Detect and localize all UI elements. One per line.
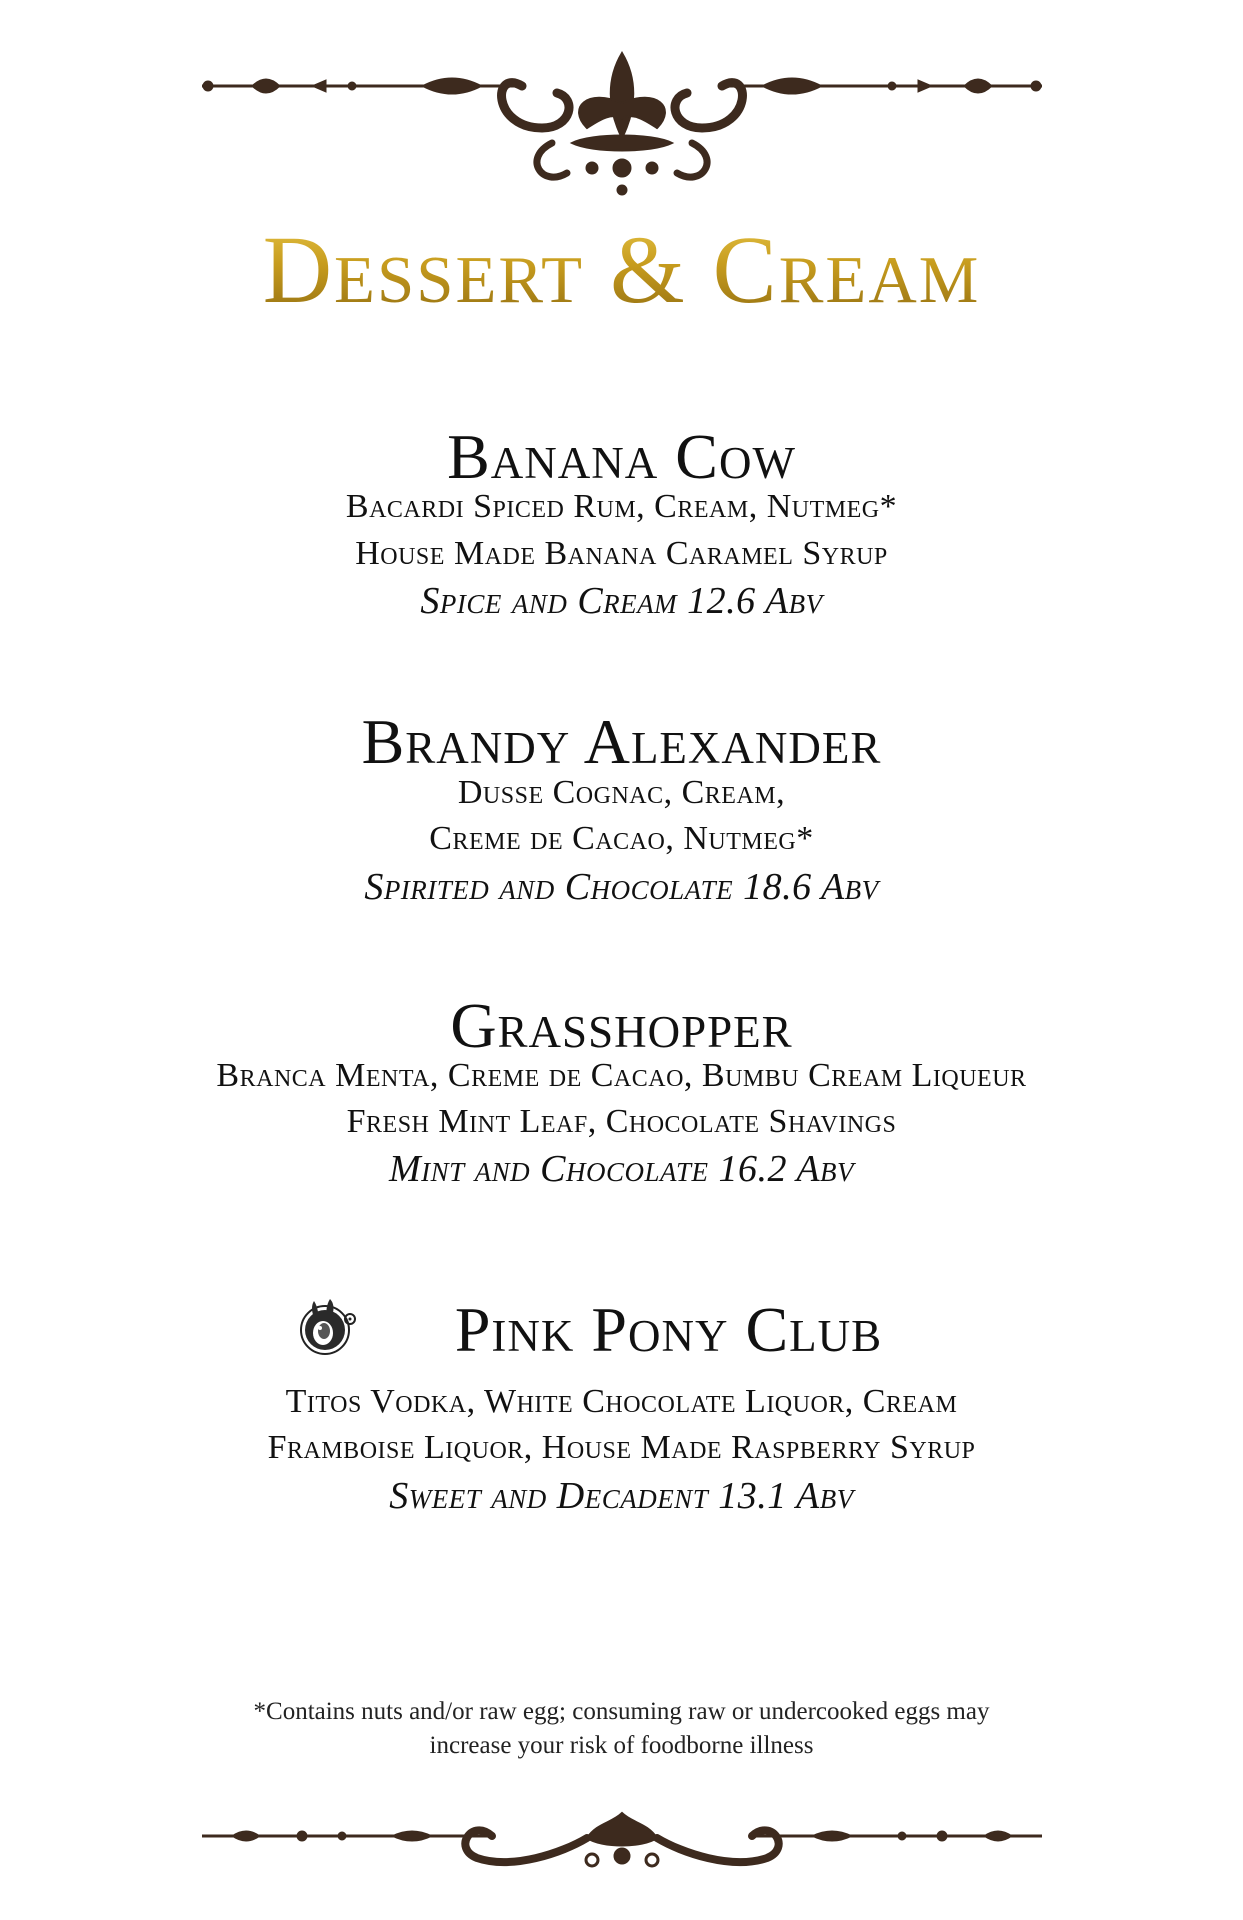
menu-item-tasting-note: Sweet and Decadent 13.1 Abv xyxy=(389,1475,854,1517)
menu-item-name-banana-cow: Banana Cow xyxy=(447,421,796,492)
top-flourish-ornament xyxy=(0,48,1243,208)
disclaimer-line-1: *Contains nuts and/or raw egg; consuming raw or undercooked eggs may xyxy=(253,1698,990,1725)
menu-item-name-grasshopper: Grasshopper xyxy=(450,990,793,1061)
menu-item-ingredients-line: Fresh Mint Leaf, Chocolate Shavings xyxy=(346,1103,897,1140)
menu-item-tasting-note: Spirited and Chocolate 18.6 Abv xyxy=(364,866,879,908)
menu-item-tasting-note: Spice and Cream 12.6 Abv xyxy=(420,580,823,622)
page-title: Dessert & Cream xyxy=(0,214,1243,325)
menu-item-ingredients-line: Bacardi Spiced Rum, Cream, Nutmeg* xyxy=(345,488,898,525)
bottom-flourish-ornament xyxy=(0,1808,1243,1888)
flourish-icon xyxy=(192,1808,1052,1878)
menu-item-ingredients-line: Creme de Cacao, Nutmeg* xyxy=(429,820,814,857)
menu-item-name-brandy-alexander: Brandy Alexander xyxy=(361,706,882,777)
menu-item-ingredients-line: Branca Menta, Creme de Cacao, Bumbu Cream Liqueur xyxy=(216,1057,1027,1094)
menu-item-ingredients-line: Titos Vodka, White Chocolate Liquor, Cream xyxy=(285,1383,958,1420)
disclaimer-line-2: increase your risk of foodborne illness xyxy=(429,1732,814,1759)
flourish-icon xyxy=(192,48,1052,198)
menu-item-name-pink-pony-club: Pink Pony Club xyxy=(454,1294,883,1365)
menu-item-ingredients-line: House Made Banana Caramel Syrup xyxy=(355,535,888,572)
menu-item-ingredients-line: Framboise Liquor, House Made Raspberry Syrup xyxy=(267,1429,976,1466)
menu-item-ingredients-line: Dusse Cognac, Cream, xyxy=(457,774,786,811)
menu-item-tasting-note: Mint and Chocolate 16.2 Abv xyxy=(388,1148,855,1190)
